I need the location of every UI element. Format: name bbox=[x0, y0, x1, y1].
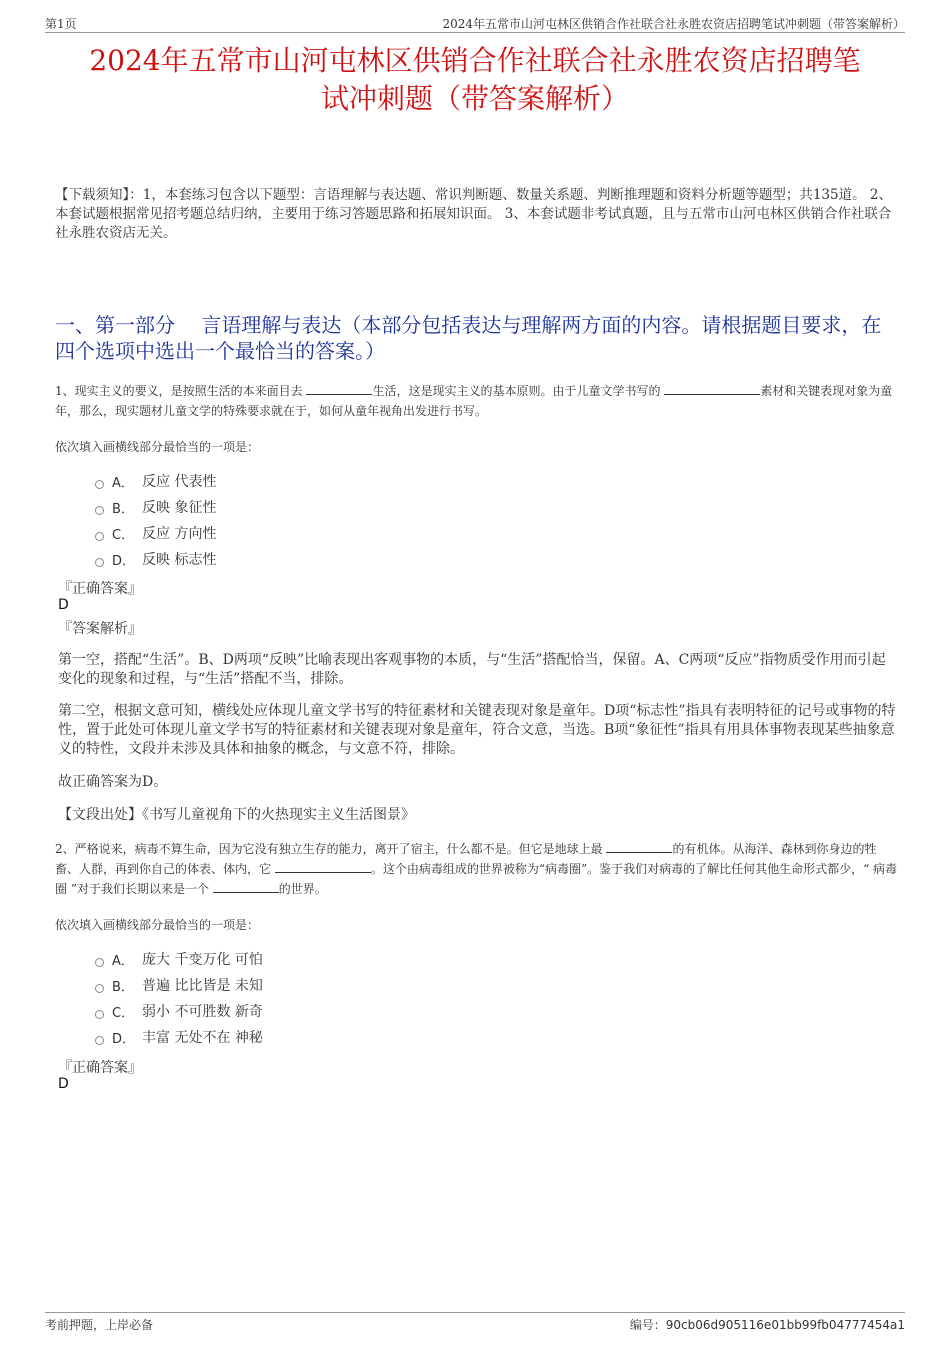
correct-answer-label: 『正确答案』 bbox=[58, 1060, 142, 1076]
option-d[interactable]: D． 丰富 无处不在 神秘 bbox=[95, 1024, 263, 1050]
title-line-1: 2024年五常市山河屯林区供销合作社联合社永胜农资店招聘笔 bbox=[89, 44, 861, 77]
question-1-options bbox=[95, 468, 216, 572]
option-d[interactable]: D． 反映 标志性 bbox=[95, 546, 216, 572]
page-header bbox=[45, 14, 905, 33]
radio-icon[interactable] bbox=[95, 984, 104, 993]
page-footer bbox=[45, 1312, 905, 1331]
radio-icon[interactable] bbox=[95, 1036, 104, 1045]
header-doc-title: 2024年五常市山河屯林区供销合作社联合社永胜农资店招聘笔试冲刺题（带答案解析） bbox=[442, 17, 905, 31]
option-a[interactable]: A． 反应 代表性 bbox=[95, 468, 216, 494]
option-c[interactable]: C． 反应 方向性 bbox=[95, 520, 216, 546]
footer-code: 编号：90cb06d905116e01bb99fb04777454a1 bbox=[629, 1318, 905, 1332]
analysis-paragraph-1: 第一空，搭配“生活”。B、D两项“反映”比喻表现出客观事物的本质，与“生活”搭配恰当，保留。A、C两项“反应”指物质受作用而引起变化的现象和过程，与“生活”搭配不当，排除。 bbox=[58, 652, 886, 687]
option-b[interactable]: B． 反映 象征性 bbox=[95, 494, 216, 520]
blank-line bbox=[664, 382, 760, 395]
page-number: 第1页 bbox=[45, 17, 77, 31]
blank-line bbox=[306, 382, 372, 395]
radio-icon[interactable] bbox=[95, 506, 104, 515]
question-1-stem: 1、现实主义的要义，是按照生活的本来面目去 生活，这是现实主义的基本原则。由于儿童文学书写的 素材和关键表现对象为童年，那么，现实题材儿童文学的特殊要求就在于，如何从童年视角出发进行书写。 bbox=[55, 384, 893, 418]
blank-line bbox=[606, 840, 672, 853]
radio-icon[interactable] bbox=[95, 480, 104, 489]
option-b[interactable]: B． 普遍 比比皆是 未知 bbox=[95, 972, 263, 998]
analysis-label: 『答案解析』 bbox=[58, 621, 142, 637]
section-heading: 一、第一部分 言语理解与表达（本部分包括表达与理解两方面的内容。请根据题目要求，在四个选项中选出一个最恰当的答案。） bbox=[55, 313, 882, 363]
download-notice: 【下载须知】：1，本套练习包含以下题型：言语理解与表达题、常识判断题、数量关系题、判断推理题和资料分析题等题型；共135道。 2、本套试题根据常见招考题总结归纳，主要用于练习答题思路和拓展知识面。 3、本套试题非考试真题，且与五常市山河屯林区供销合作社联合社永胜农资店无关。 bbox=[55, 187, 892, 241]
document-title bbox=[45, 42, 905, 118]
question-2-stem: 2、严格说来，病毒不算生命，因为它没有独立生存的能力，离开了宿主，什么都不是。但它是地球上最 的有机体。从海洋、森林到你身边的牲畜、人群，再到你自己的体表、体内，它 。这个由病毒组成的世界被称为“病毒圈”。鉴于我们对病毒的了解比任何其他生命形式都少，“ 病毒圈 ”对于我们长期以来是一个 的世界。 bbox=[55, 842, 898, 896]
blank-line bbox=[275, 860, 371, 873]
question-2-instruction: 依次填入画横线部分最恰当的一项是： bbox=[55, 918, 260, 932]
question-1-instruction: 依次填入画横线部分最恰当的一项是： bbox=[55, 440, 260, 454]
correct-answer: D bbox=[58, 1076, 69, 1092]
analysis-conclusion: 故正确答案为D。 bbox=[58, 774, 168, 790]
radio-icon[interactable] bbox=[95, 558, 104, 567]
footer-slogan: 考前押题，上岸必备 bbox=[45, 1318, 154, 1332]
correct-answer-label: 『正确答案』 bbox=[58, 581, 142, 597]
radio-icon[interactable] bbox=[95, 958, 104, 967]
correct-answer: D bbox=[58, 597, 69, 613]
option-a[interactable]: A． 庞大 千变万化 可怕 bbox=[95, 946, 263, 972]
title-line-2: 试冲刺题（带答案解析） bbox=[320, 82, 629, 115]
analysis-paragraph-2: 第二空，根据文意可知，横线处应体现儿童文学书写的特征素材和关键表现对象是童年。D项“标志性”指具有表明特征的记号或事物的特性，置于此处可体现儿童文学书写的特征素材和关键表现对象是童年，符合文意，当选。B项“象征性”指具有用具体事物表现某些抽象意义的特性，文段并未涉及具体和抽象的概念，与文意不符，排除。 bbox=[58, 703, 896, 757]
blank-line bbox=[213, 880, 279, 893]
text-source: 【文段出处】《书写儿童视角下的火热现实主义生活图景》 bbox=[58, 807, 415, 823]
option-c[interactable]: C． 弱小 不可胜数 新奇 bbox=[95, 998, 263, 1024]
question-2-options bbox=[95, 946, 263, 1050]
radio-icon[interactable] bbox=[95, 532, 104, 541]
radio-icon[interactable] bbox=[95, 1010, 104, 1019]
